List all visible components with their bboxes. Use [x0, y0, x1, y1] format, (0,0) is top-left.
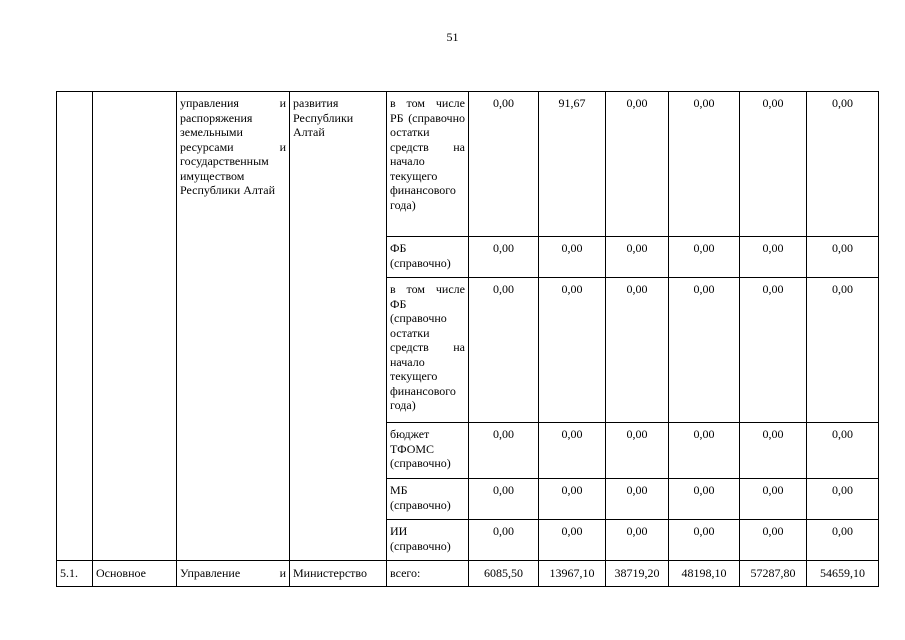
value-cell: 91,67: [539, 92, 606, 237]
value-cell: 0,00: [606, 479, 669, 520]
value-cell: 13967,10: [539, 561, 606, 587]
budget-table: [56, 91, 879, 587]
value-cell: 48198,10: [669, 561, 740, 587]
source-cell: ФБ (справочно): [387, 237, 469, 278]
value-cell: 0,00: [669, 278, 740, 423]
source-cell: ИИ (справочно): [387, 520, 469, 561]
executor-cell-continued: управления и распоряжения земельными ресурсами и государственным имуществом Республики Алтай: [177, 92, 290, 561]
value-cell: 0,00: [807, 237, 879, 278]
source-cell: в том числе ФБ (справочно остатки средств на начало текущего финансового года): [387, 278, 469, 423]
table-row: [57, 92, 879, 237]
number-cell-continued: [57, 92, 93, 561]
value-cell: 0,00: [669, 520, 740, 561]
value-cell: 0,00: [469, 479, 539, 520]
value-cell: 0,00: [669, 237, 740, 278]
value-cell: 0,00: [669, 423, 740, 479]
value-cell: 0,00: [539, 278, 606, 423]
value-cell: 38719,20: [606, 561, 669, 587]
row-number-cell: 5.1.: [57, 561, 93, 587]
value-cell: 0,00: [606, 278, 669, 423]
value-cell: 0,00: [807, 423, 879, 479]
page-number: 51: [446, 30, 459, 44]
value-cell: 0,00: [469, 92, 539, 237]
value-cell: 0,00: [740, 92, 807, 237]
value-cell: 54659,10: [807, 561, 879, 587]
value-cell: 57287,80: [740, 561, 807, 587]
value-cell: 0,00: [606, 237, 669, 278]
value-cell: 0,00: [469, 520, 539, 561]
value-cell: 0,00: [606, 92, 669, 237]
table-row: [57, 561, 879, 587]
row-executor-cell: Управление и: [177, 561, 290, 587]
value-cell: 0,00: [669, 92, 740, 237]
value-cell: 0,00: [740, 479, 807, 520]
value-cell: 0,00: [469, 237, 539, 278]
row-source-cell: всего:: [387, 561, 469, 587]
value-cell: 0,00: [807, 479, 879, 520]
source-cell: МБ (справочно): [387, 479, 469, 520]
source-cell: бюджет ТФОМС (справочно): [387, 423, 469, 479]
value-cell: 0,00: [606, 520, 669, 561]
value-cell: 0,00: [539, 479, 606, 520]
value-cell: 0,00: [539, 423, 606, 479]
value-cell: 0,00: [469, 423, 539, 479]
value-cell: 0,00: [469, 278, 539, 423]
value-cell: 0,00: [539, 237, 606, 278]
source-cell: в том числе РБ (справочно остатки средств на начало текущего финансового года): [387, 92, 469, 237]
value-cell: 0,00: [807, 278, 879, 423]
value-cell: 0,00: [740, 423, 807, 479]
name-cell-continued: [93, 92, 177, 561]
value-cell: 0,00: [807, 520, 879, 561]
value-cell: 0,00: [807, 92, 879, 237]
row-coexecutor-cell: Министерство: [290, 561, 387, 587]
value-cell: 0,00: [740, 237, 807, 278]
row-name-cell: Основное: [93, 561, 177, 587]
coexecutor-cell-continued: развития Республики Алтай: [290, 92, 387, 561]
value-cell: 6085,50: [469, 561, 539, 587]
value-cell: 0,00: [740, 520, 807, 561]
value-cell: 0,00: [669, 479, 740, 520]
value-cell: 0,00: [740, 278, 807, 423]
value-cell: 0,00: [606, 423, 669, 479]
value-cell: 0,00: [539, 520, 606, 561]
